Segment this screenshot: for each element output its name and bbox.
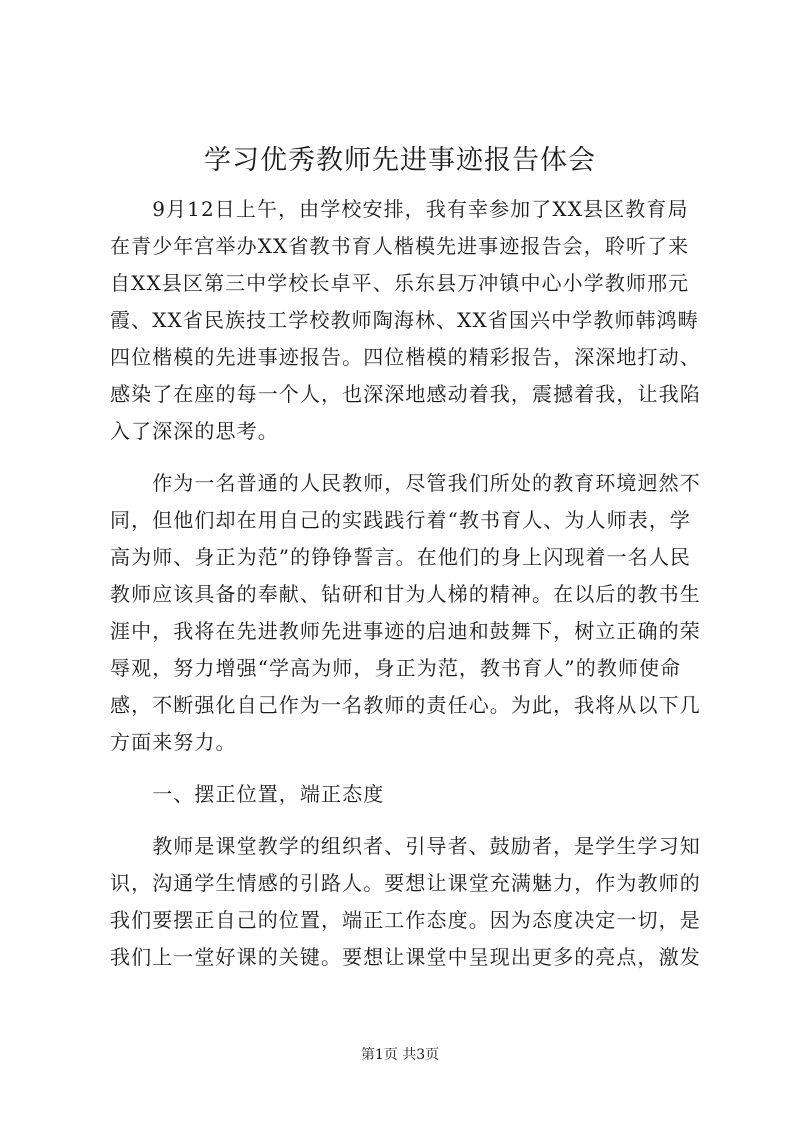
text-line: 识，沟通学生情感的引路人。要想让课堂充满魅力，作为教师的 <box>110 871 701 895</box>
text-line: 教师是课堂教学的组织者、引导者、鼓励者，是学生学习知 <box>110 834 701 858</box>
section-heading: 一、摆正位置，端正态度 <box>110 782 385 806</box>
text-line: 感染了在座的每一个人，也深深地感动着我，震撼着我，让我陷 <box>110 382 701 406</box>
text-line: 作为一名普通的人民教师，尽管我们所处的教育环境迥然不 <box>110 471 701 495</box>
text-line: 霞、XX省民族技工学校教师陶海林、XX省国兴中学教师韩鸿畴 <box>110 308 699 332</box>
text-line: 涯中，我将在先进教师先进事迹的启迪和鼓舞下，树立正确的荣 <box>110 619 701 643</box>
text-line: 入了深深的思考。 <box>110 419 279 443</box>
text-line: 我们要摆正自己的位置，端正工作态度。因为态度决定一切，是 <box>110 908 701 932</box>
text-line: 教师应该具备的奉献、钻研和甘为人梯的精神。在以后的教书生 <box>110 582 701 606</box>
page-footer: 第1页 共3页 <box>360 1047 440 1063</box>
text-line: 感，不断强化自己作为一名教师的责任心。为此，我将从以下几 <box>110 693 701 717</box>
text-line: 同，但他们却在用自己的实践践行着“教书育人、为人师表，学 <box>110 508 692 532</box>
text-line: 我们上一堂好课的关键。要想让课堂中呈现出更多的亮点，激发 <box>110 945 701 969</box>
text-line: 在青少年宫举办XX省教书育人楷模先进事迹报告会，聆听了来 <box>110 234 690 258</box>
text-line: 9月12日上午，由学校安排，我有幸参加了XX县区教育局 <box>110 197 689 221</box>
text-line: 方面来努力。 <box>110 730 237 754</box>
text-line: 辱观，努力增强“学高为师，身正为范，教书育人”的教师使命 <box>110 656 682 680</box>
text-line: 高为师、身正为范”的铮铮誓言。在他们的身上闪现着一名人民 <box>110 545 692 569</box>
page-title: 学习优秀教师先进事迹报告体会 <box>204 145 596 176</box>
text-line: 自XX县区第三中学校长卓平、乐东县万冲镇中心小学教师邢元 <box>110 271 690 295</box>
text-line: 四位楷模的先进事迹报告。四位楷模的精彩报告，深深地打动、 <box>110 345 701 369</box>
